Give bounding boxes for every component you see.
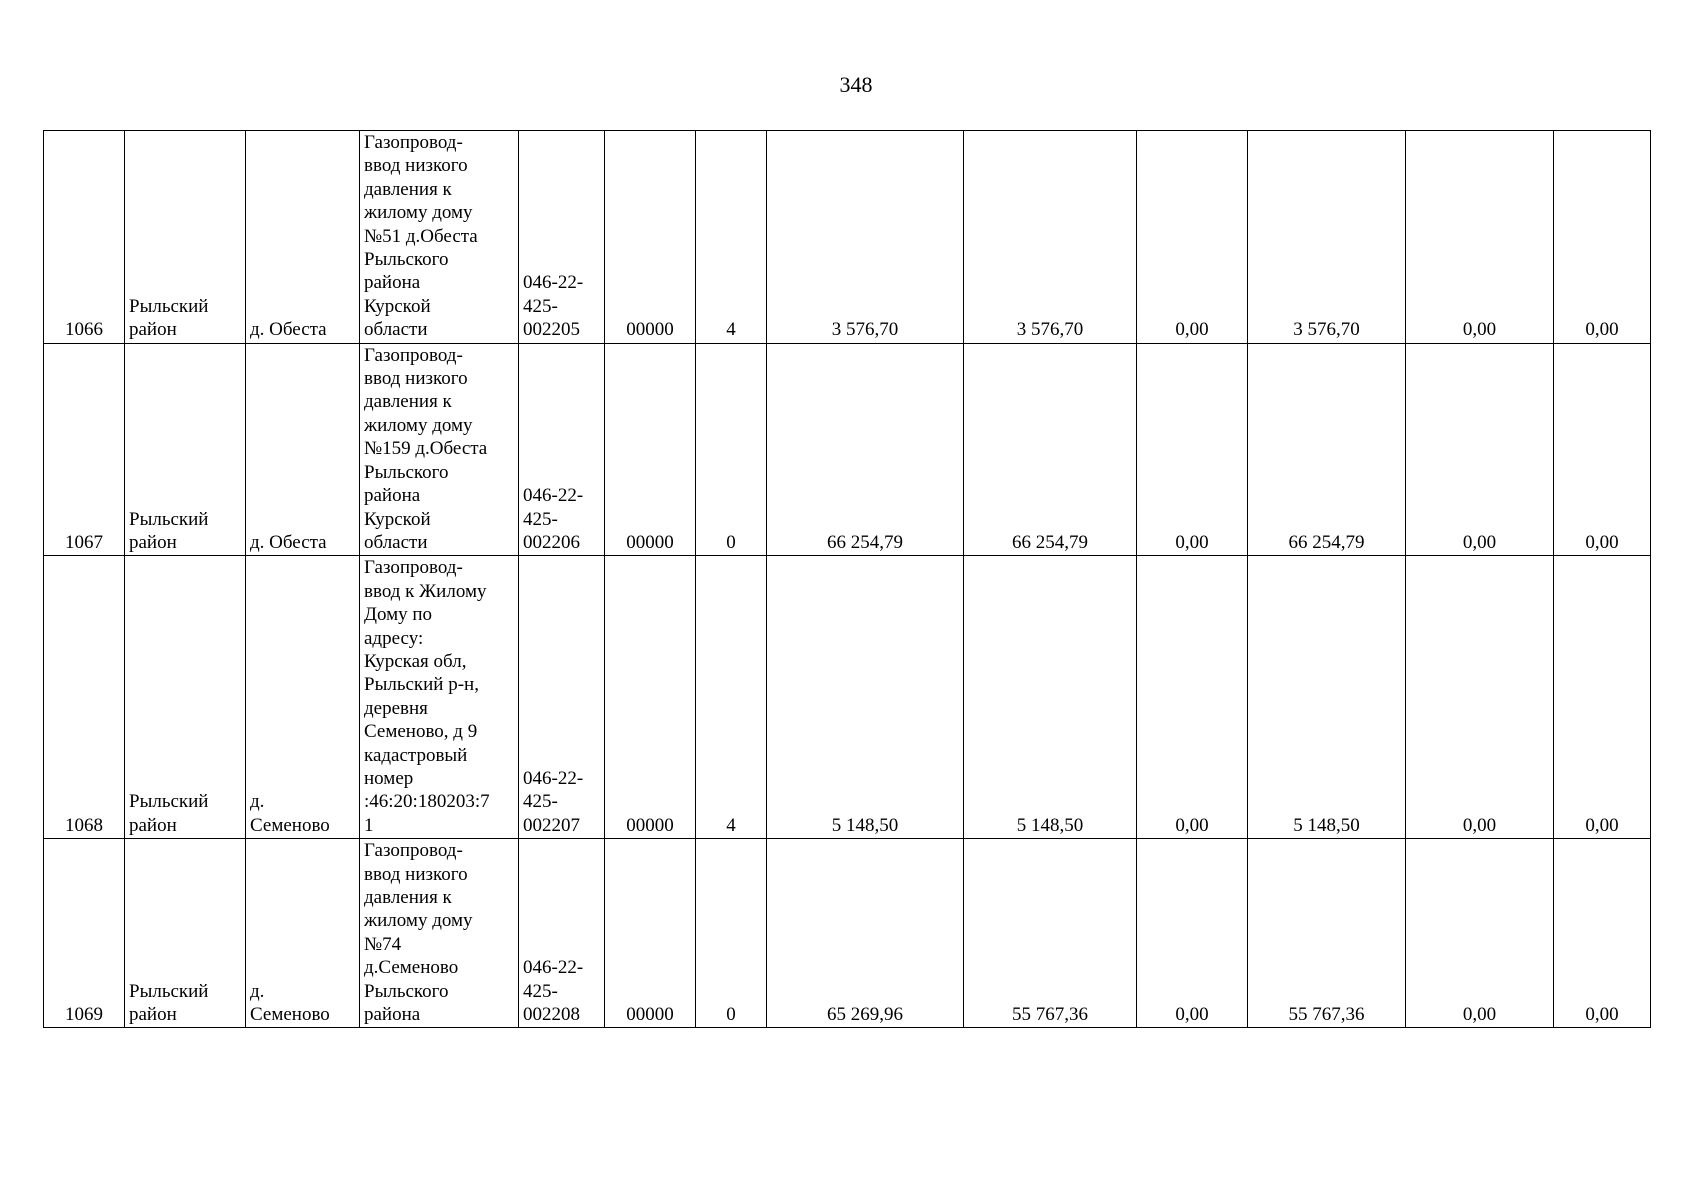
- value-cell-text: 55 767,36: [1012, 1004, 1088, 1026]
- value-cell: [1554, 343, 1651, 556]
- value-cell: [1248, 343, 1406, 556]
- value-cell-text: 66 254,79: [1012, 531, 1088, 553]
- code-cell-text: 00000: [626, 319, 674, 341]
- code-cell-text: 00000: [626, 1004, 674, 1026]
- value-cell: [767, 343, 964, 556]
- table-row: [44, 556, 1651, 839]
- value-cell-text: 55 767,36: [1288, 1004, 1365, 1026]
- locality-cell-text: д. Обеста: [250, 319, 327, 341]
- quantity-cell-text: 4: [726, 814, 736, 836]
- value-cell: [1137, 839, 1248, 1028]
- registry-number-cell: [519, 343, 605, 556]
- value-cell-text: 0,00: [1462, 319, 1497, 341]
- table-row: [44, 343, 1651, 556]
- value-cell-text: 65 269,96: [827, 1004, 903, 1026]
- value-cell: [1406, 839, 1554, 1028]
- object-name-cell-text: Газопровод- ввод низкого давления к жилому дому №159 д.Обеста Рыльского района Курской области: [364, 344, 488, 553]
- value-cell: [1554, 839, 1651, 1028]
- quantity-cell-text: 0: [726, 531, 736, 553]
- district-cell: [125, 556, 246, 839]
- row-number: [44, 839, 125, 1028]
- object-name-cell: [360, 839, 519, 1028]
- value-cell: [1554, 131, 1651, 344]
- value-cell: [767, 556, 964, 839]
- district-cell-text: Рыльский район: [129, 791, 209, 836]
- page-number: 348: [839, 72, 873, 97]
- value-cell-text: 5 148,50: [1293, 814, 1360, 836]
- value-cell: [1554, 556, 1651, 839]
- locality-cell: [246, 131, 360, 344]
- object-name-cell: [360, 131, 519, 344]
- value-cell-text: 0,00: [1585, 1004, 1619, 1026]
- locality-cell: [246, 343, 360, 556]
- value-cell-text: 3 576,70: [831, 319, 899, 341]
- object-name-cell-text: Газопровод- ввод к Жилому Дому по адресу: Курская обл, Рыльский р-н, деревня Семеново, д 9 кадастровый номер :46:20:180203:7 1: [364, 557, 490, 836]
- quantity-cell: [696, 343, 767, 556]
- table-row: [44, 839, 1651, 1028]
- quantity-cell: [696, 839, 767, 1028]
- value-cell-text: 0,00: [1585, 319, 1619, 341]
- value-cell-text: 66 254,79: [1288, 531, 1365, 553]
- value-cell: [1137, 343, 1248, 556]
- value-cell-text: 5 148,50: [831, 814, 899, 836]
- value-cell-text: 3 576,70: [1016, 319, 1084, 341]
- district-cell: [125, 839, 246, 1028]
- value-cell-text: 0,00: [1462, 814, 1497, 836]
- row-number: [44, 131, 125, 344]
- value-cell: [1406, 343, 1554, 556]
- quantity-cell-text: 0: [726, 1004, 736, 1026]
- value-cell-text: 0,00: [1462, 1004, 1497, 1026]
- value-cell: [964, 556, 1137, 839]
- registry-number-cell: [519, 131, 605, 344]
- locality-cell-text: д. Семеново: [250, 980, 330, 1026]
- value-cell-text: 0,00: [1175, 814, 1209, 836]
- quantity-cell: [696, 131, 767, 344]
- row-number: [44, 556, 125, 839]
- value-cell-text: 5 148,50: [1016, 814, 1084, 836]
- value-cell: [1248, 556, 1406, 839]
- value-cell: [1406, 131, 1554, 344]
- locality-cell: [246, 556, 360, 839]
- code-cell: [605, 343, 696, 556]
- code-cell-text: 00000: [626, 531, 674, 553]
- value-cell-text: 0,00: [1585, 814, 1619, 836]
- code-cell: [605, 131, 696, 344]
- code-cell: [605, 839, 696, 1028]
- value-cell: [1248, 131, 1406, 344]
- value-cell: [1137, 131, 1248, 344]
- registry-number-cell-text: 046-22- 425- 002207: [523, 767, 584, 836]
- registry-number-cell: [519, 556, 605, 839]
- value-cell: [767, 131, 964, 344]
- value-cell-text: 0,00: [1175, 319, 1209, 341]
- object-name-cell: [360, 343, 519, 556]
- registry-number-cell-text: 046-22- 425- 002208: [523, 957, 584, 1026]
- value-cell: [1137, 556, 1248, 839]
- value-cell: [964, 839, 1137, 1028]
- registry-number-cell-text: 046-22- 425- 002205: [523, 272, 584, 341]
- locality-cell-text: д. Обеста: [250, 531, 327, 553]
- object-name-cell-text: Газопровод- ввод низкого давления к жилому дому №51 д.Обеста Рыльского района Курской области: [364, 132, 478, 341]
- object-name-cell: [360, 556, 519, 839]
- table-row: [44, 131, 1651, 344]
- row-number-text: 1068: [65, 814, 103, 836]
- value-cell: [767, 839, 964, 1028]
- value-cell-text: 66 254,79: [827, 531, 903, 553]
- district-cell: [125, 343, 246, 556]
- district-cell-text: Рыльский район: [129, 295, 209, 341]
- object-name-cell-text: Газопровод- ввод низкого давления к жилому дому №74 д.Семеново Рыльского района: [364, 840, 473, 1026]
- locality-cell: [246, 839, 360, 1028]
- registry-number-cell-text: 046-22- 425- 002206: [523, 485, 584, 553]
- value-cell: [964, 131, 1137, 344]
- value-cell-text: 0,00: [1175, 531, 1209, 553]
- row-number-text: 1066: [65, 319, 103, 341]
- value-cell-text: 0,00: [1175, 1004, 1209, 1026]
- row-number-text: 1069: [65, 1004, 103, 1026]
- code-cell: [605, 556, 696, 839]
- value-cell-text: 0,00: [1462, 531, 1497, 553]
- value-cell: [964, 343, 1137, 556]
- code-cell-text: 00000: [626, 814, 674, 836]
- registry-number-cell: [519, 839, 605, 1028]
- row-number: [44, 343, 125, 556]
- value-cell-text: 0,00: [1585, 531, 1619, 553]
- district-cell-text: Рыльский район: [129, 980, 209, 1026]
- value-cell: [1406, 556, 1554, 839]
- quantity-cell-text: 4: [726, 319, 736, 341]
- value-cell-text: 3 576,70: [1293, 319, 1360, 341]
- row-number-text: 1067: [65, 531, 103, 553]
- quantity-cell: [696, 556, 767, 839]
- locality-cell-text: д. Семеново: [250, 791, 330, 836]
- district-cell: [125, 131, 246, 344]
- value-cell: [1248, 839, 1406, 1028]
- district-cell-text: Рыльский район: [129, 508, 209, 553]
- registry-table: [43, 130, 1651, 1028]
